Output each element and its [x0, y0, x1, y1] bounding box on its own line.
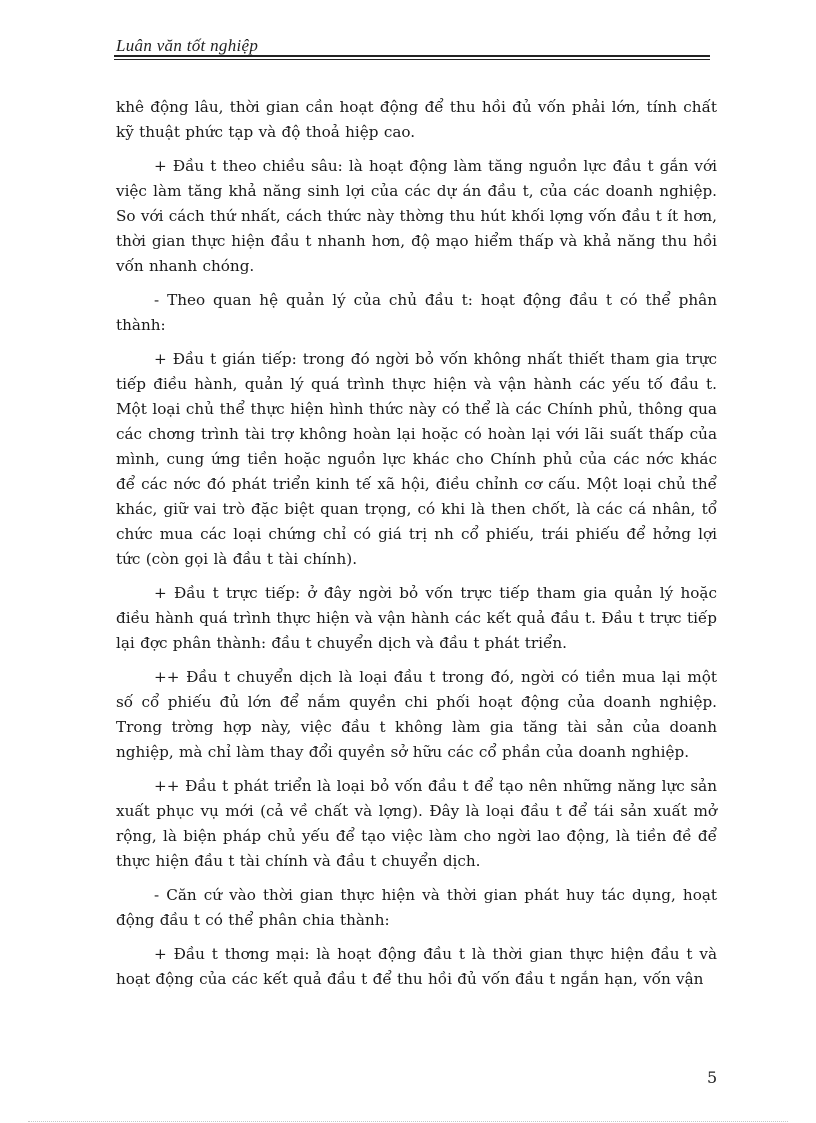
paragraph-management-relation: - Theo quan hệ quản lý của chủ đầu t: hoạt động đầu t có thể phân thành:	[116, 291, 717, 334]
header-rule-bottom	[114, 59, 710, 60]
running-header-title: Luân văn tốt nghiệp	[116, 36, 259, 55]
page-number: 5	[707, 1068, 718, 1087]
footer-dotted-line	[28, 1121, 788, 1122]
paragraph-development-investment: ++ Đầu t phát triển là loại bỏ vốn đầu t để tạo nên những năng lực sản xuất phục vụ mới (cả về chất và lợng). Đây là loại đầu t để tái sản xuất mở rộng, là biện pháp chủ yếu để tạo việc làm cho ngời lao động, là tiền đề để thực hiện đầu t tài chính và đầu t chuyển dịch.	[116, 777, 717, 870]
header-rule-top	[114, 55, 710, 57]
paragraph-depth-investment: + Đầu t theo chiều sâu: là hoạt động làm tăng nguồn lực đầu t gắn với việc làm tăng khả năng sinh lợi của các dự án đầu t, của các doanh nghiệp. So với cách thứ nhất, cách thức này thờng thu hút khối lợng vốn đầu t ít hơn, thời gian thực hiện đầu t nhanh hơn, độ mạo hiểm thấp và khả năng thu hồi vốn nhanh chóng.	[116, 157, 718, 275]
paragraph-time-classification: - Căn cứ vào thời gian thực hiện và thời gian phát huy tác dụng, hoạt động đầu t có thể phân chia thành:	[116, 886, 717, 929]
paragraph-continuation: khê động lâu, thời gian cần hoạt động để thu hồi đủ vốn phải lớn, tính chất kỹ thuật phức tạp và độ thoả hiệp cao.	[116, 98, 717, 141]
paragraph-indirect-investment: + Đầu t gián tiếp: trong đó ngời bỏ vốn không nhất thiết tham gia trực tiếp điều hành, quản lý quá trình thực hiện và vận hành các yếu tố đầu t. Một loại chủ thể thực hiện hình thức này có thể là các Chính phủ, thông qua các chơng trình tài trợ không hoàn lại hoặc có hoàn lại với lãi suất thấp của mình, cung ứng tiền hoặc nguồn lực khác cho Chính phủ của các nớc khác để các nớc đó phát triển kinh tế xã hội, điều chỉnh cơ cấu. Một loại chủ thể khác, giữ vai trò đặc biệt quan trọng, có khi là then chốt, là các cá nhân, tổ chức mua các loại chứng chỉ có giá trị nh cổ phiếu, trái phiếu để hởng lợi tức (còn gọi là đầu t tài chính).	[116, 350, 717, 568]
paragraph-commercial-investment: + Đầu t thơng mại: là hoạt động đầu t là thời gian thực hiện đầu t và hoạt động của các kết quả đầu t để thu hồi đủ vốn đầu t ngắn hạn, vốn vận	[116, 945, 717, 988]
paragraph-direct-investment: + Đầu t trực tiếp: ở đây ngời bỏ vốn trực tiếp tham gia quản lý hoặc điều hành quá trình thực hiện và vận hành các kết quả đầu t. Đầu t trực tiếp lại đợc phân thành: đầu t chuyển dịch và đầu t phát triển.	[116, 584, 717, 652]
body-text	[116, 95, 717, 1001]
paragraph-transfer-investment: ++ Đầu t chuyển dịch là loại đầu t trong đó, ngời có tiền mua lại một số cổ phiếu đủ lớn để nắm quyền chi phối hoạt động của doanh nghiệp. Trong trờng hợp này, việc đầu t không làm gia tăng tài sản của doanh nghiệp, mà chỉ làm thay đổi quyền sở hữu các cổ phần của doanh nghiệp.	[116, 668, 717, 761]
